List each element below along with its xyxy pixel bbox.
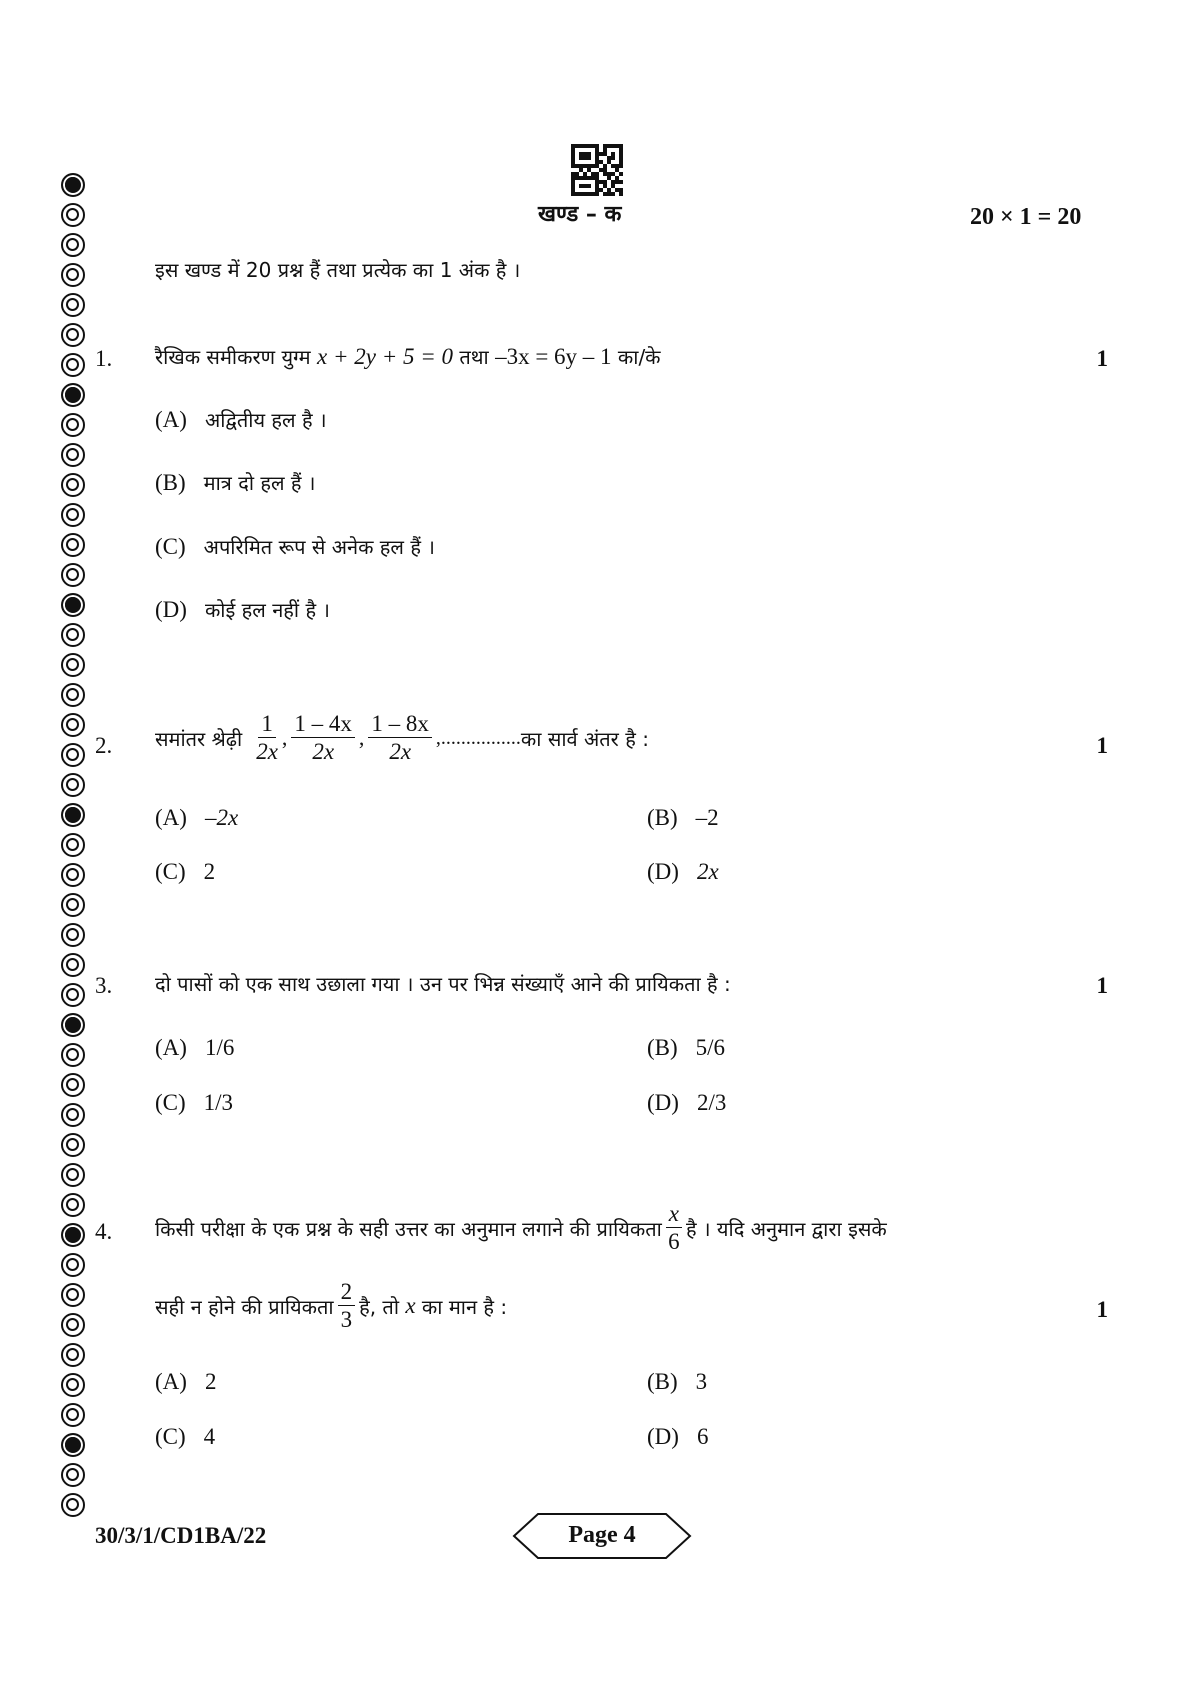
question-marks: 1: [1096, 973, 1108, 998]
concentric-ring-icon: [61, 1493, 85, 1517]
filled-ring-icon: [61, 383, 85, 407]
option-label: (C): [155, 1424, 186, 1449]
concentric-ring-icon: [61, 413, 85, 437]
equation-2: –3x = 6y – 1: [495, 344, 612, 369]
question-text-part: है । यदि अनुमान द्वारा इसके: [686, 1216, 887, 1241]
question-text-part: का सार्व अंतर है :: [520, 726, 649, 751]
concentric-ring-icon: [61, 923, 85, 947]
option-label: (A): [155, 1035, 187, 1060]
concentric-ring-icon: [61, 653, 85, 677]
filled-ring-icon: [61, 1013, 85, 1037]
numerator: 1: [258, 712, 276, 738]
option-b[interactable]: [647, 806, 719, 829]
question-text: समांतर श्रेढ़ी $\frac{1}{2x}$ , $\frac{1 - 4x}{2x}$ , $\frac{1 - 8x}{2x}$ ,................ का सार्व अंतर है :: [155, 711, 649, 765]
denominator: 2x: [256, 739, 278, 765]
option-text: 3: [695, 1369, 708, 1394]
page-number-badge: [512, 1512, 692, 1560]
concentric-ring-icon: [61, 1463, 85, 1487]
question-text-part: किसी परीक्षा के एक प्रश्न के सही उत्तर का अनुमान लगाने की प्रायिकता: [155, 1216, 662, 1241]
option-text: 2x: [696, 859, 719, 884]
concentric-ring-icon: [61, 1403, 85, 1427]
question-text-part: का मान है :: [415, 1294, 508, 1319]
filled-ring-icon: [61, 803, 85, 827]
filled-ring-icon: [61, 1433, 85, 1457]
question-number: 4.: [95, 1219, 113, 1244]
question-text-part: सही न होने की प्रायिकता: [155, 1294, 334, 1319]
concentric-ring-icon: [61, 563, 85, 587]
option-c[interactable]: [155, 1091, 233, 1114]
concentric-ring-icon: [61, 233, 85, 257]
concentric-ring-icon: [61, 203, 85, 227]
option-label: (D): [647, 1090, 679, 1115]
concentric-ring-icon: [61, 473, 85, 497]
concentric-ring-icon: [61, 1253, 85, 1277]
concentric-ring-icon: [61, 863, 85, 887]
question-text: दो पासों को एक साथ उछाला गया । उन पर भिन्न संख्याएँ आने की प्रायिकता है :: [155, 972, 731, 996]
filled-ring-icon: [61, 1223, 85, 1247]
denominator: 2x: [389, 739, 412, 765]
fraction-term-3: [368, 712, 432, 764]
option-a[interactable]: [155, 1036, 234, 1059]
filled-ring-icon: [61, 173, 85, 197]
option-text: 4: [203, 1424, 216, 1449]
option-label: (A): [155, 805, 187, 830]
denominator: 6: [668, 1229, 680, 1255]
concentric-ring-icon: [61, 323, 85, 347]
option-a[interactable]: [155, 806, 238, 829]
section-title: खण्ड – क: [538, 202, 622, 227]
numerator: x: [666, 1202, 682, 1228]
option-text: 6: [696, 1424, 709, 1449]
question-marks: 1: [1096, 346, 1108, 371]
option-text: अद्वितीय हल है ।: [204, 408, 327, 432]
concentric-ring-icon: [61, 953, 85, 977]
concentric-ring-icon: [61, 293, 85, 317]
fraction-term-1: [256, 712, 278, 764]
option-text: 1/3: [203, 1090, 234, 1115]
option-text: 2: [204, 1369, 217, 1394]
option-text: 2: [203, 859, 216, 884]
concentric-ring-icon: [61, 983, 85, 1007]
option-label: (B): [155, 470, 186, 495]
denominator: 3: [340, 1307, 353, 1333]
concentric-ring-icon: [61, 1193, 85, 1217]
option-d[interactable]: [155, 598, 330, 621]
question-marks: 1: [1096, 733, 1108, 758]
option-text: 5/6: [695, 1035, 726, 1060]
fraction-term-2: [291, 712, 355, 764]
concentric-ring-icon: [61, 1283, 85, 1307]
concentric-ring-icon: [61, 1133, 85, 1157]
option-c[interactable]: [155, 1425, 215, 1448]
filled-ring-icon: [61, 593, 85, 617]
numerator: 2: [338, 1280, 356, 1306]
question-text-line-1: [155, 1202, 887, 1254]
option-label: (B): [647, 805, 678, 830]
variable-x: x: [405, 1293, 416, 1319]
concentric-ring-icon: [61, 683, 85, 707]
option-b[interactable]: [647, 1036, 725, 1059]
concentric-ring-icon: [61, 263, 85, 287]
concentric-ring-icon: [61, 1373, 85, 1397]
option-label: (A): [155, 407, 187, 432]
option-label: (B): [647, 1369, 678, 1394]
option-label: (A): [155, 1369, 187, 1394]
numerator: 1 – 8x: [368, 712, 432, 738]
question-number: 3.: [95, 973, 113, 998]
option-label: (B): [647, 1035, 678, 1060]
question-text: [155, 345, 661, 369]
concentric-ring-icon: [61, 443, 85, 467]
option-b[interactable]: [155, 471, 315, 494]
fraction-x-over-6: [666, 1202, 682, 1254]
option-b[interactable]: [647, 1370, 707, 1393]
equation-1: x + 2y + 5 = 0: [317, 344, 453, 369]
concentric-ring-icon: [61, 1343, 85, 1367]
question-text-part: समांतर श्रेढ़ी: [155, 726, 243, 751]
option-d[interactable]: [647, 1091, 726, 1114]
numerator: 1 – 4x: [291, 712, 355, 738]
option-c[interactable]: [155, 535, 435, 558]
option-text: कोई हल नहीं है ।: [204, 598, 331, 622]
concentric-ring-icon: [61, 1103, 85, 1127]
concentric-ring-icon: [61, 1313, 85, 1337]
question-number: 1.: [95, 346, 113, 371]
fraction-2-over-3: [338, 1280, 356, 1332]
option-a[interactable]: [155, 1370, 216, 1393]
option-label: (C): [155, 534, 186, 559]
concentric-ring-icon: [61, 1163, 85, 1187]
concentric-ring-icon: [61, 833, 85, 857]
section-marks: 20 × 1 = 20: [970, 204, 1082, 230]
option-text: 2/3: [696, 1090, 727, 1115]
concentric-ring-icon: [61, 713, 85, 737]
question-text-part: का/के: [611, 345, 661, 369]
paper-code: 30/3/1/CD1BA/22: [95, 1523, 267, 1548]
concentric-ring-icon: [61, 893, 85, 917]
question-text-part: है, तो: [359, 1294, 406, 1319]
option-text: मात्र दो हल हैं ।: [203, 471, 316, 495]
option-label: (D): [647, 1424, 679, 1449]
option-a[interactable]: [155, 408, 327, 431]
question-marks: 1: [1096, 1297, 1108, 1322]
question-number: 2.: [95, 733, 113, 758]
ellipsis: ,................: [435, 726, 521, 749]
question-text-part: तथा: [452, 345, 496, 369]
option-text: अपरिमित रूप से अनेक हल हैं ।: [203, 535, 435, 559]
option-c[interactable]: [155, 860, 215, 883]
option-text: –2x: [204, 805, 239, 830]
option-label: (D): [647, 859, 679, 884]
concentric-ring-icon: [61, 503, 85, 527]
question-text-part: रैखिक समीकरण युग्म: [155, 345, 317, 369]
concentric-ring-icon: [61, 533, 85, 557]
option-d[interactable]: [647, 1425, 708, 1448]
concentric-ring-icon: [61, 353, 85, 377]
option-text: 1/6: [204, 1035, 235, 1060]
concentric-ring-icon: [61, 773, 85, 797]
concentric-ring-icon: [61, 623, 85, 647]
denominator: 2x: [312, 739, 335, 765]
page-label: Page 4: [568, 1522, 636, 1548]
option-label: (C): [155, 1090, 186, 1115]
concentric-ring-icon: [61, 1073, 85, 1097]
option-text: –2: [695, 805, 719, 830]
option-label: (D): [155, 597, 187, 622]
section-instruction: इस खण्ड में 20 प्रश्न हैं तथा प्रत्येक का 1 अंक है ।: [155, 258, 521, 282]
question-text-line-2: [155, 1280, 507, 1332]
option-label: (C): [155, 859, 186, 884]
option-d[interactable]: [647, 860, 719, 883]
concentric-ring-icon: [61, 1043, 85, 1067]
qr-code: [571, 144, 623, 196]
concentric-ring-icon: [61, 743, 85, 767]
